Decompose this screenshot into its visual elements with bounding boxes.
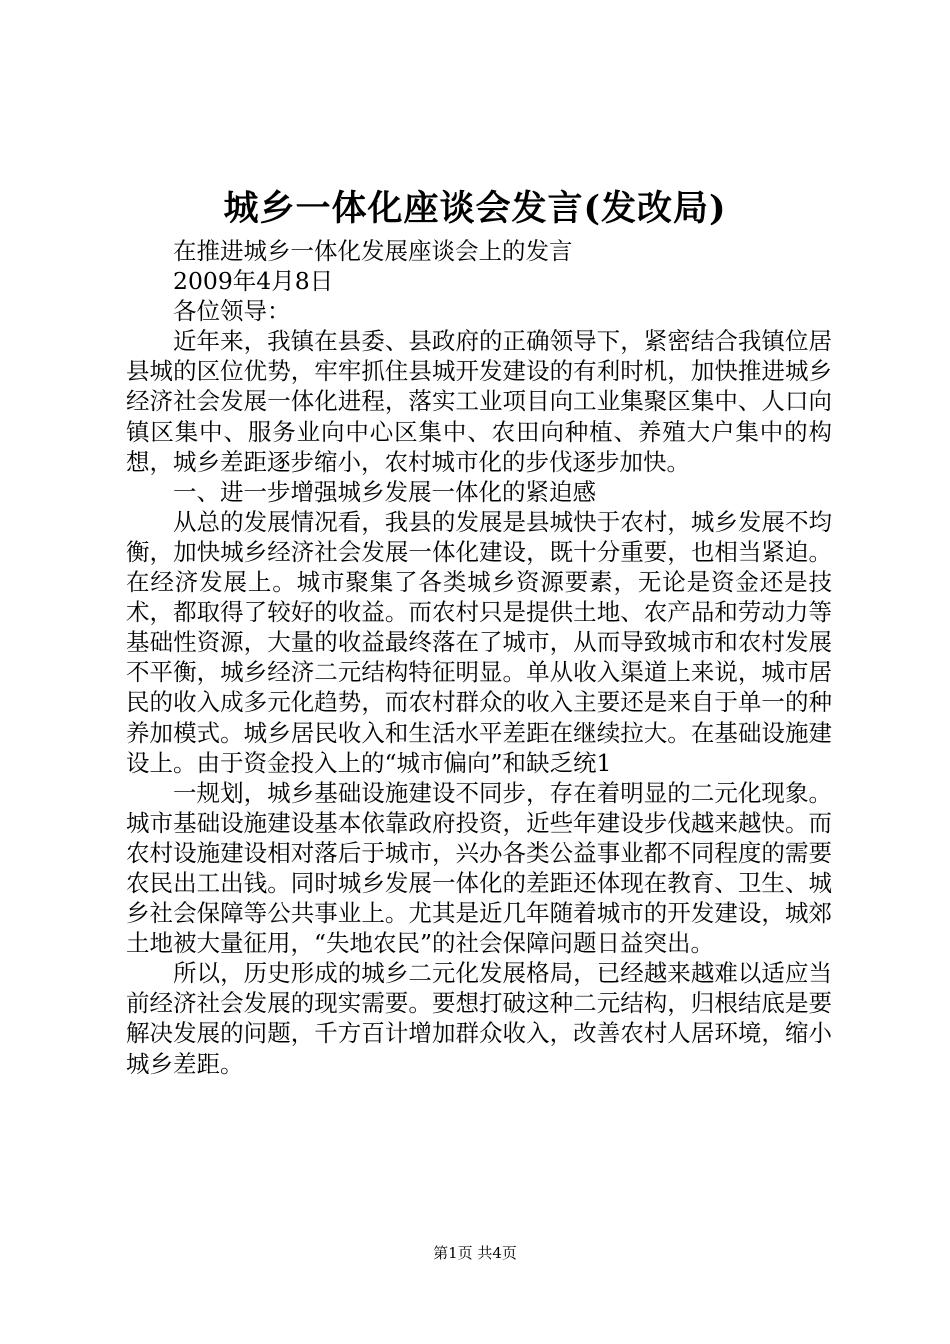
speech-date: 2009年4月8日 bbox=[173, 267, 334, 296]
paragraph-development: 从总的发展情况看，我县的发展是县城快于农村，城乡发展不均衡，加快城乡经济社会发展一体化建设，既十分重要，也相当紧迫。在经济发展上。城市聚集了各类城乡资源要素，无论是资金还是技术，都取得了较好的收益。而农村只是提供土地、农产品和劳动力等基础性资源，大量的收益最终落在了城市，从而导致城市和农村发展不平衡，城乡经济二元结构特征明显。单从收入渠道上来说，城市居民的收入成多元化趋势，而农村群众的收入主要还是来自于单一的种养加模式。城乡居民收入和生活水平差距在继续拉大。在基础设施建设上。由于资金投入上的“城市偏向”和缺乏统1 bbox=[126, 507, 832, 777]
paragraph-intro: 近年来，我镇在县委、县政府的正确领导下，紧密结合我镇位居县城的区位优势，牢牢抓住县城开发建设的有利时机，加快推进城乡经济社会发展一体化进程，落实工业项目向工业集聚区集中、人口向镇区集中、服务业向中心区集中、农田向种植、养殖大户集中的构想，城乡差距逐步缩小，农村城市化的步伐逐步加快。 bbox=[126, 327, 832, 476]
salutation: 各位领导： bbox=[173, 297, 291, 326]
page-number-footer: 第1页 共4页 bbox=[433, 1244, 517, 1262]
paragraph-conclusion: 所以，历史形成的城乡二元化发展格局，已经越来越难以适应当前经济社会发展的现实需要。要想打破这种二元结构，归根结底是要解决发展的问题，千方百计增加群众收入，改善农村人居环境，缩小城乡差距。 bbox=[126, 959, 832, 1078]
section-heading-1: 一、进一步增强城乡发展一体化的紧迫感 bbox=[173, 477, 596, 506]
speech-subtitle: 在推进城乡一体化发展座谈会上的发言 bbox=[173, 237, 573, 265]
document-body bbox=[126, 236, 832, 1079]
document-title: 城乡一体化座谈会发言(发改局) bbox=[223, 188, 727, 229]
paragraph-infrastructure: 一规划，城乡基础设施建设不同步，存在着明显的二元化现象。城市基础设施建设基本依靠政府投资，近些年建设步伐越来越快。而农村设施建设相对落后于城市，兴办各类公益事业都不同程度的需要农民出工出钱。同时城乡发展一体化的差距还体现在教育、卫生、城乡社会保障等公共事业上。尤其是近几年随着城市的开发建设，城郊土地被大量征用，“失地农民”的社会保障问题日益突出。 bbox=[126, 778, 832, 958]
